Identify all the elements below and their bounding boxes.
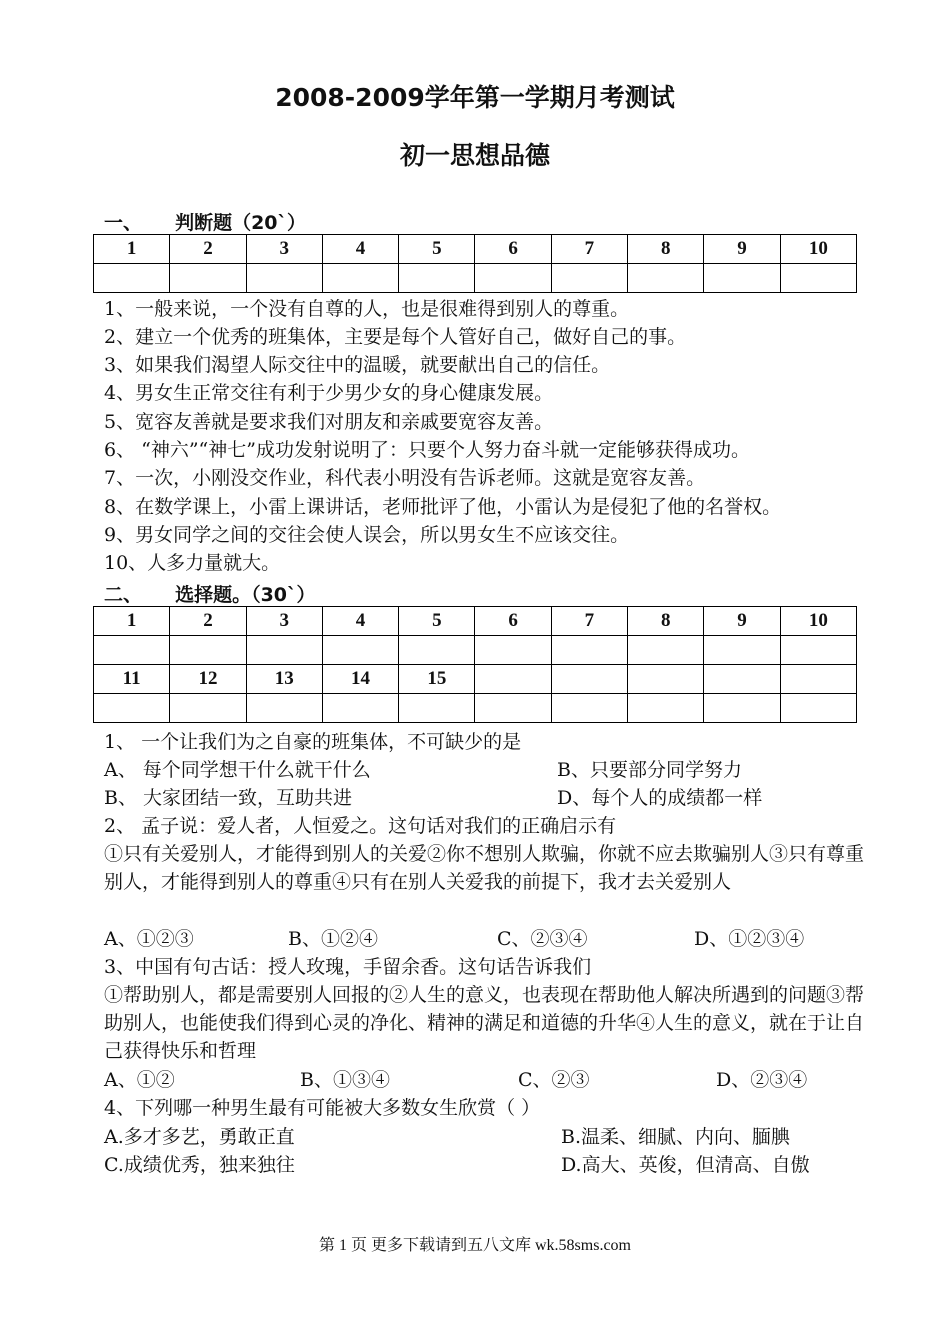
answer-blank-cell	[322, 694, 398, 723]
judge-item-3: 3、如果我们渴望人际交往中的温暖，就要献出自己的信任。	[104, 354, 611, 376]
answer-header-cell: 14	[322, 665, 398, 694]
q1-option-c: B、 大家团结一致，互助共进	[104, 787, 353, 809]
answer-header-cell: 10	[780, 607, 856, 636]
answer-header-cell: 9	[704, 607, 780, 636]
answer-blank-cell	[322, 264, 398, 293]
answer-blank-cell	[246, 636, 322, 665]
answer-blank-cell	[246, 694, 322, 723]
q1-option-d: D、每个人的成绩都一样	[557, 787, 763, 809]
answer-blank-cell	[322, 636, 398, 665]
judge-item-4: 4、男女生正常交往有利于少男少女的身心健康发展。	[104, 382, 554, 404]
q4-option-a: A.多才多艺，勇敢正直	[104, 1126, 295, 1148]
answer-blank-cell	[170, 636, 246, 665]
judge-item-5: 5、宽容友善就是要求我们对朋友和亲戚要宽容友善。	[104, 411, 554, 433]
answer-blank-cell	[628, 636, 704, 665]
answer-header-cell: 5	[399, 235, 475, 264]
answer-header-cell: 3	[246, 235, 322, 264]
section2-heading: 二、 选择题。（30`）	[104, 584, 316, 606]
table-row	[94, 636, 857, 665]
q1-stem: 1、 一个让我们为之自豪的班集体，不可缺少的是	[104, 731, 522, 753]
judge-item-2: 2、建立一个优秀的班集体，主要是每个人管好自己，做好自己的事。	[104, 326, 687, 348]
q1-option-a: A、 每个同学想干什么就干什么	[104, 759, 371, 781]
judge-item-9: 9、男女同学之间的交往会使人误会，所以男女生不应该交往。	[104, 524, 630, 546]
answer-blank-cell	[399, 694, 475, 723]
q3-option-d: D、②③④	[716, 1069, 808, 1091]
q2-stem: 2、 孟子说：爱人者，人恒爱之。这句话对我们的正确启示有	[104, 815, 617, 837]
answer-header-cell: 12	[170, 665, 246, 694]
answer-header-cell: 4	[322, 235, 398, 264]
answer-header-cell: 8	[628, 607, 704, 636]
answer-header-cell	[780, 665, 856, 694]
answer-header-cell: 13	[246, 665, 322, 694]
answer-header-cell: 6	[475, 607, 551, 636]
answer-header-cell: 15	[399, 665, 475, 694]
q2-body: ①只有关爱别人，才能得到别人的关爱②你不想别人欺骗，你就不应去欺骗别人③只有尊重别人，才能得到别人的尊重④只有在别人关爱我的前提下，我才去关爱别人	[104, 843, 865, 893]
answer-header-cell: 5	[399, 607, 475, 636]
judge-item-10: 10、人多力量就大。	[104, 552, 281, 574]
q4-option-c: C.成绩优秀，独来独往	[104, 1154, 295, 1176]
page-footer: 第 1 页 更多下载请到五八文库 wk.58sms.com	[318, 1237, 631, 1254]
section2-answer-table	[93, 606, 857, 723]
answer-header-cell: 9	[704, 235, 780, 264]
exam-subtitle: 初一思想品德	[399, 141, 550, 170]
answer-blank-cell	[399, 264, 475, 293]
q3-option-b: B、①③④	[300, 1069, 390, 1091]
answer-blank-cell	[94, 694, 170, 723]
judge-item-7: 7、一次，小刚没交作业，科代表小明没有告诉老师。这就是宽容友善。	[104, 467, 706, 489]
answer-blank-cell	[551, 694, 627, 723]
answer-header-cell: 3	[246, 607, 322, 636]
answer-header-cell: 6	[475, 235, 551, 264]
answer-blank-cell	[475, 694, 551, 723]
q2-option-b: B、①②④	[288, 928, 378, 950]
answer-blank-cell	[704, 636, 780, 665]
answer-header-cell: 7	[551, 235, 627, 264]
answer-blank-cell	[399, 636, 475, 665]
q4-stem: 4、下列哪一种男生最有可能被大多数女生欣赏（ ）	[104, 1097, 541, 1119]
q3-stem: 3、中国有句古话：授人玫瑰，手留余香。这句话告诉我们	[104, 956, 592, 978]
answer-blank-cell	[551, 636, 627, 665]
answer-blank-cell	[780, 694, 856, 723]
table-row	[94, 665, 857, 694]
q2-option-d: D、①②③④	[694, 928, 805, 950]
judge-item-1: 1、一般来说，一个没有自尊的人，也是很难得到别人的尊重。	[104, 298, 630, 320]
exam-title: 2008-2009学年第一学期月考测试	[275, 83, 675, 112]
table-row	[94, 694, 857, 723]
answer-header-cell	[704, 665, 780, 694]
answer-header-cell: 7	[551, 607, 627, 636]
answer-header-cell	[628, 665, 704, 694]
answer-blank-cell	[628, 694, 704, 723]
answer-header-cell: 2	[170, 235, 246, 264]
answer-blank-cell	[94, 264, 170, 293]
answer-blank-cell	[475, 636, 551, 665]
answer-blank-cell	[780, 264, 856, 293]
q3-option-a: A、①②	[104, 1069, 175, 1091]
table-row	[94, 235, 857, 264]
answer-blank-cell	[246, 264, 322, 293]
answer-blank-cell	[704, 264, 780, 293]
answer-header-cell: 4	[322, 607, 398, 636]
answer-blank-cell	[628, 264, 704, 293]
answer-header-cell: 1	[94, 607, 170, 636]
answer-blank-cell	[170, 694, 246, 723]
answer-blank-cell	[551, 264, 627, 293]
judge-item-8: 8、在数学课上，小雷上课讲话，老师批评了他，小雷认为是侵犯了他的名誉权。	[104, 496, 782, 518]
answer-blank-cell	[94, 636, 170, 665]
q1-option-b: B、只要部分同学努力	[557, 759, 742, 781]
q3-option-c: C、②③	[518, 1069, 590, 1091]
answer-header-cell: 2	[170, 607, 246, 636]
table-row	[94, 264, 857, 293]
q4-option-d: D.高大、英俊，但清高、自傲	[561, 1154, 810, 1176]
answer-blank-cell	[170, 264, 246, 293]
q3-body: ①帮助别人，都是需要别人回报的②人生的意义，也表现在帮助他人解决所遇到的问题③帮助别人，也能使我们得到心灵的净化、精神的满足和道德的升华④人生的意义，就在于让自己获得快乐和哲理	[104, 984, 865, 1062]
q2-option-c: C、②③④	[497, 928, 588, 950]
section1-answer-table	[93, 234, 857, 293]
answer-header-cell: 1	[94, 235, 170, 264]
section1-heading: 一、 判断题（20`）	[104, 212, 307, 234]
answer-header-cell	[475, 665, 551, 694]
answer-blank-cell	[780, 636, 856, 665]
judge-item-6: 6、 “神六”“神七”成功发射说明了：只要个人努力奋斗就一定能够获得成功。	[104, 439, 750, 461]
answer-header-cell: 11	[94, 665, 170, 694]
answer-header-cell: 10	[780, 235, 856, 264]
q4-option-b: B.温柔、细腻、内向、腼腆	[561, 1126, 791, 1148]
table-row	[94, 607, 857, 636]
answer-blank-cell	[475, 264, 551, 293]
q2-option-a: A、①②③	[104, 928, 194, 950]
answer-header-cell: 8	[628, 235, 704, 264]
answer-header-cell	[551, 665, 627, 694]
answer-blank-cell	[704, 694, 780, 723]
